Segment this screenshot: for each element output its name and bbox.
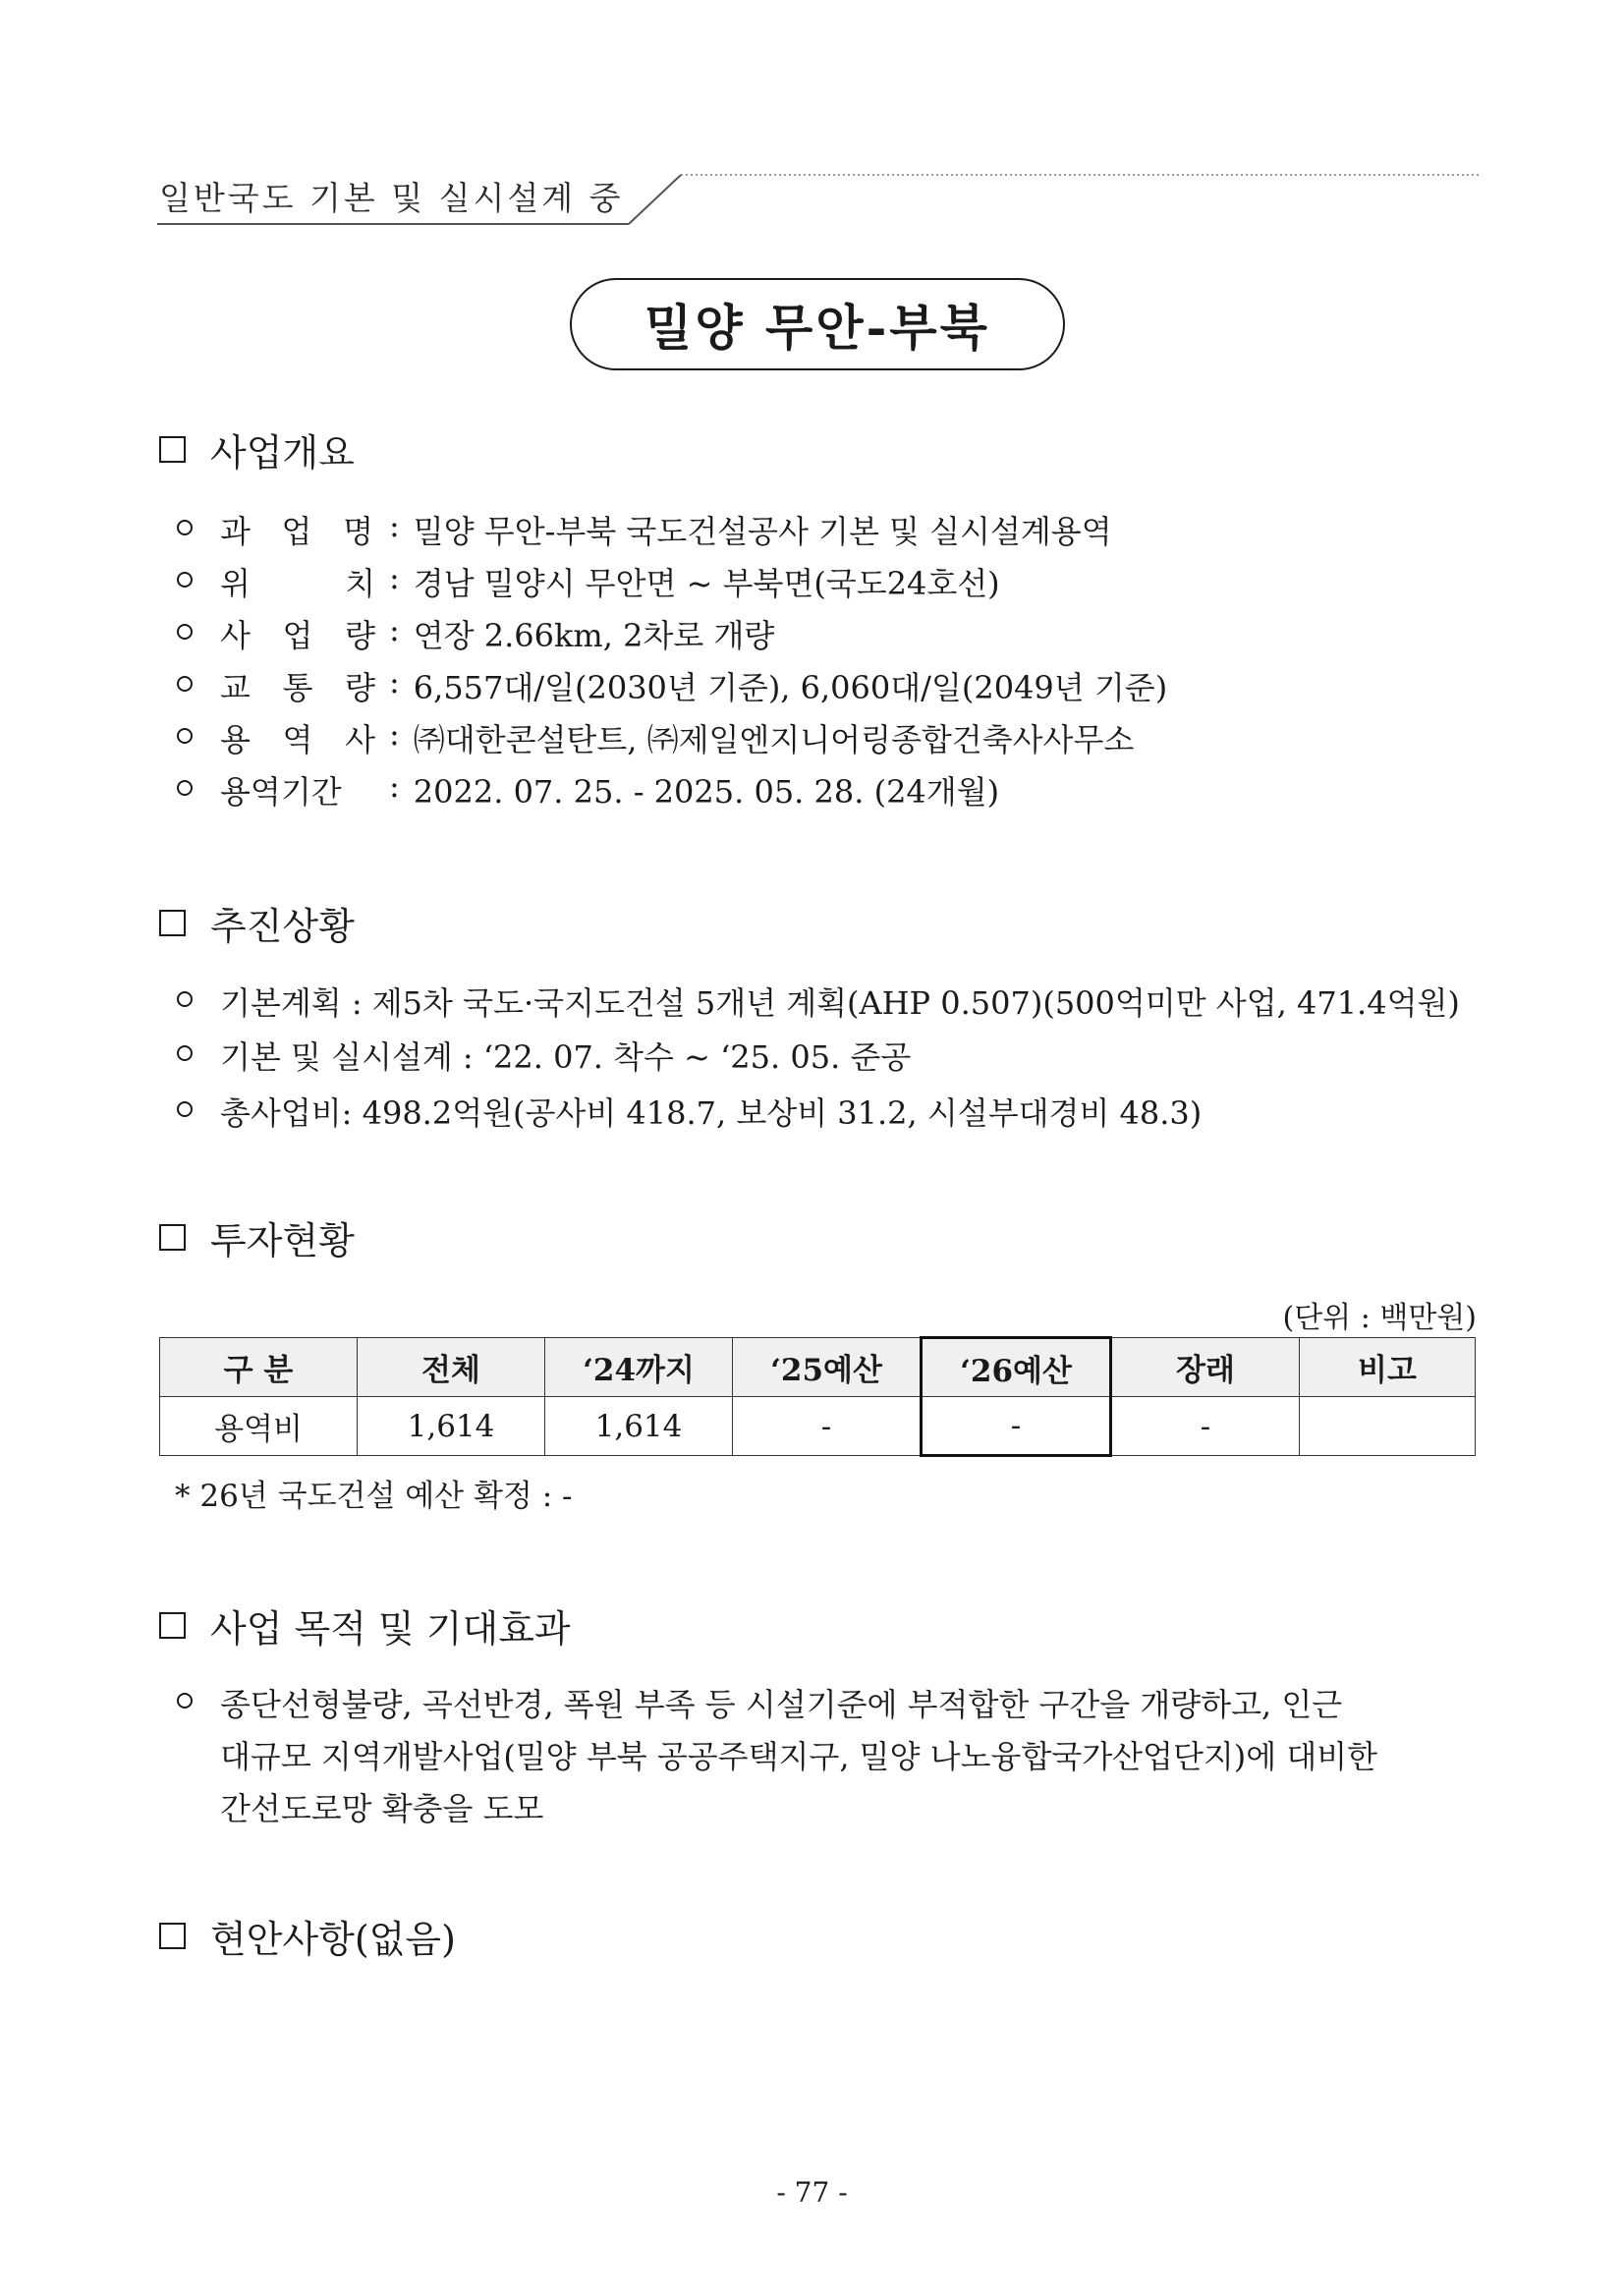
circle-bullet-icon (177, 676, 193, 692)
overview-item: 용역기간 : 2022. 07. 25. - 2025. 05. 28. (24개월) (177, 767, 999, 812)
document-title: 밀양 무안-부북 (570, 278, 1065, 370)
running-header: 일반국도 기본 및 실시설계 중 (159, 179, 624, 217)
table-header-cell: ‘26예산 (922, 1338, 1111, 1397)
page-number: - 77 - (776, 2176, 848, 2209)
table-cell: 1,614 (545, 1397, 733, 1456)
table-note: * 26년 국도건설 예산 확정 : - (175, 1479, 573, 1514)
circle-bullet-icon (177, 1693, 193, 1708)
table-header-cell: 장래 (1111, 1338, 1300, 1397)
section-overview-heading: 사업개요 (159, 422, 355, 476)
unit-label: (단위 : 백만원) (1282, 1301, 1477, 1335)
circle-bullet-icon (177, 1101, 193, 1117)
table-header-cell: 구 분 (160, 1338, 358, 1397)
circle-bullet-icon (177, 520, 193, 535)
circle-bullet-icon (177, 624, 193, 640)
checkbox-square-icon (159, 910, 186, 936)
table-cell: 용역비 (160, 1397, 358, 1456)
table-cell: - (922, 1397, 1111, 1456)
section-investment-heading: 투자현황 (159, 1210, 355, 1264)
table-cell: - (733, 1397, 922, 1456)
table-cell: - (1111, 1397, 1300, 1456)
investment-table (159, 1336, 1476, 1457)
overview-item: 교 통 량 : 6,557대/일(2030년 기준), 6,060대/일(2049년 기준) (177, 663, 1167, 708)
paragraph-line: 종단선형불량, 곡선반경, 폭원 부족 등 시설기준에 부적합한 구간을 개량하고, 인근 (220, 1686, 1343, 1723)
circle-bullet-icon (177, 572, 193, 588)
circle-bullet-icon (177, 1045, 193, 1061)
table-header-cell: ‘25예산 (733, 1338, 922, 1397)
circle-bullet-icon (177, 780, 193, 796)
overview-item: 사 업 량 : 연장 2.66km, 2차로 개량 (177, 611, 774, 656)
table-cell: 1,614 (358, 1397, 545, 1456)
checkbox-square-icon (159, 1923, 186, 1949)
table-header-row (160, 1338, 1476, 1397)
purpose-paragraph (177, 1680, 1377, 1836)
table-header-cell: 비고 (1300, 1338, 1476, 1397)
overview-item: 용 역 사 : ㈜대한콘설탄트, ㈜제일엔지니어링종합건축사사무소 (177, 715, 1134, 760)
table-header-cell: ‘24까지 (545, 1338, 733, 1397)
paragraph-line: 대규모 지역개발사업(밀양 부북 공공주택지구, 밀양 나노융합국가산업단지)에 대비한 (220, 1738, 1378, 1775)
checkbox-square-icon (159, 436, 186, 463)
section-purpose-heading: 사업 목적 및 기대효과 (159, 1598, 571, 1652)
progress-item: 기본계획 : 제5차 국도·국지도건설 5개년 계획(AHP 0.507)(500억미만 사업, 471.4억원) (177, 979, 1460, 1024)
table-row (160, 1397, 1476, 1456)
table-cell (1300, 1397, 1476, 1456)
section-issues-heading: 현안사항(없음) (159, 1909, 456, 1963)
circle-bullet-icon (177, 728, 193, 744)
circle-bullet-icon (177, 991, 193, 1007)
section-progress-heading: 추진상황 (159, 896, 355, 950)
progress-item: 기본 및 실시설계 : ‘22. 07. 착수 ~ ‘25. 05. 준공 (177, 1033, 911, 1078)
progress-item: 총사업비: 498.2억원(공사비 418.7, 보상비 31.2, 시설부대경비 48.3) (177, 1089, 1202, 1134)
table-header-cell: 전체 (358, 1338, 545, 1397)
checkbox-square-icon (159, 1224, 186, 1251)
paragraph-line: 간선도로망 확충을 도모 (220, 1790, 544, 1827)
overview-item: 위 치 : 경남 밀양시 무안면 ~ 부북면(국도24호선) (177, 559, 1000, 604)
overview-item: 과 업 명 : 밀양 무안-부북 국도건설공사 기본 및 실시설계용역 (177, 507, 1112, 552)
checkbox-square-icon (159, 1612, 186, 1639)
